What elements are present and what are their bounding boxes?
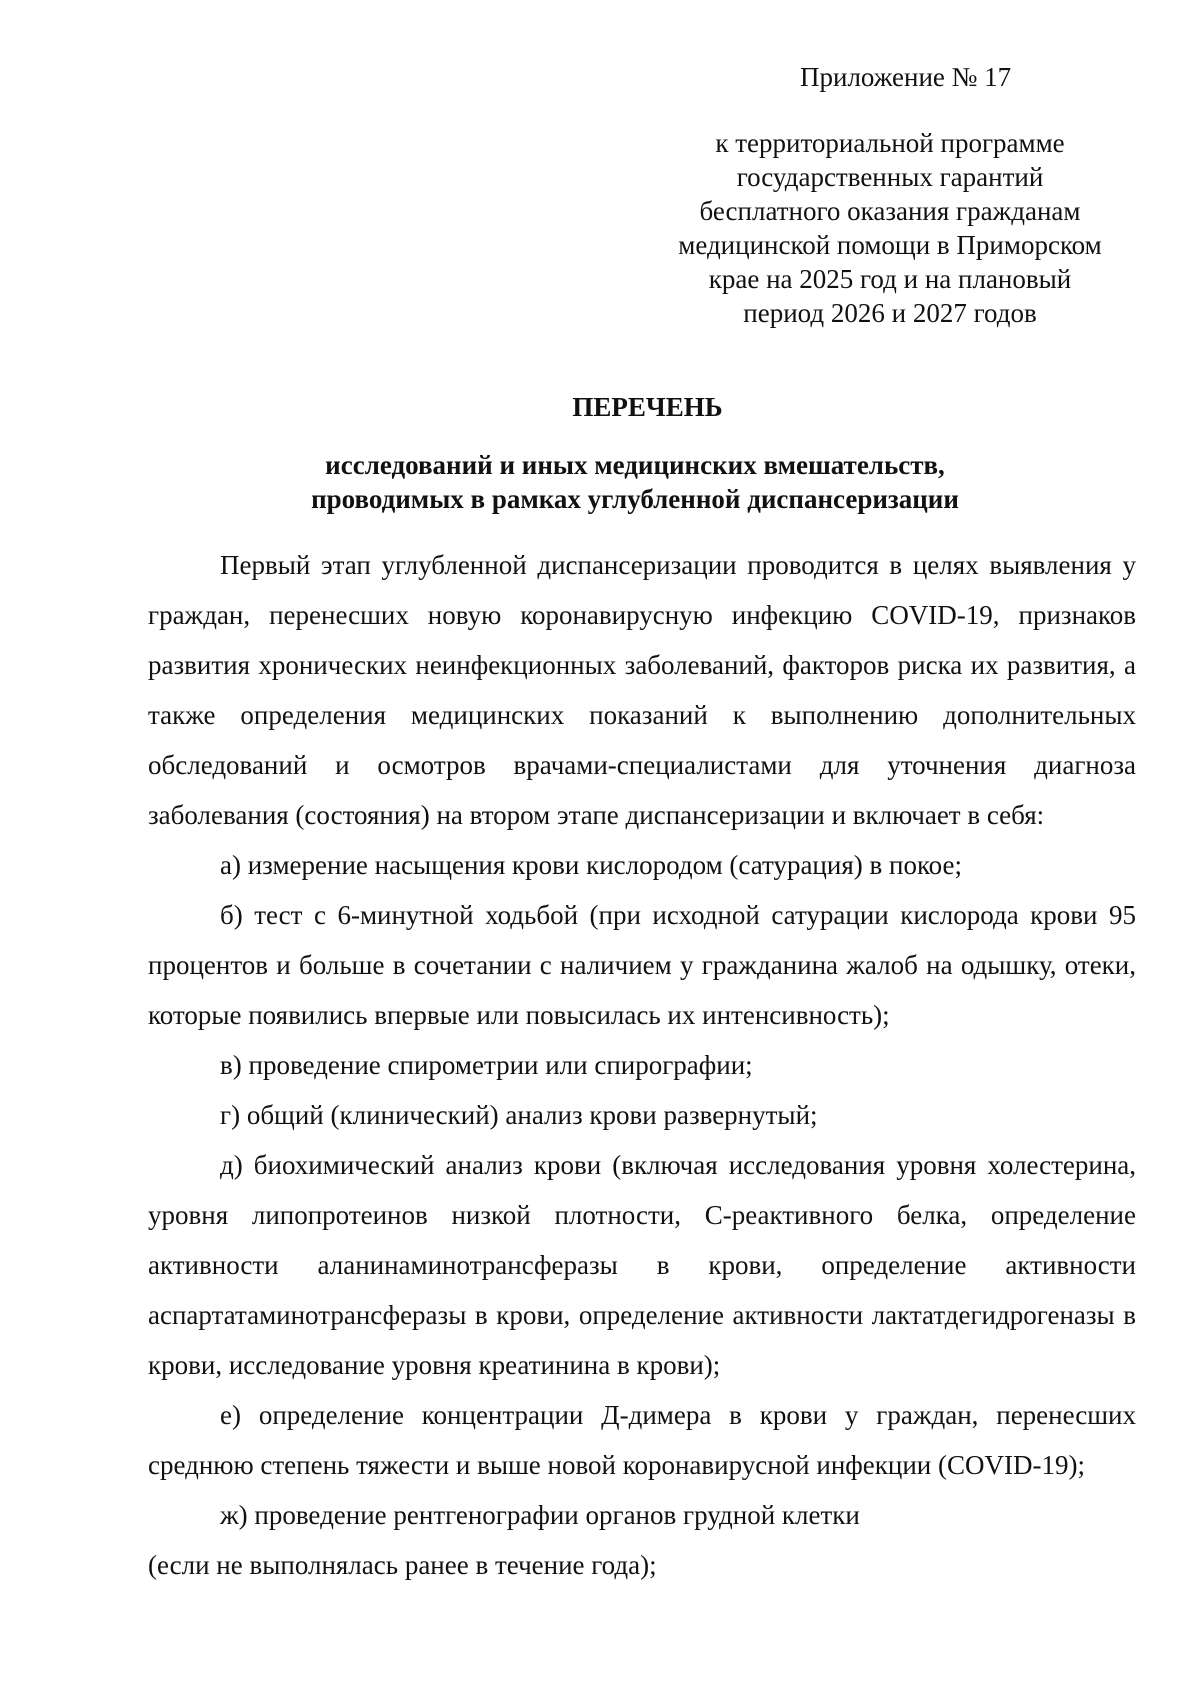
list-item-zh-continuation: (если не выполнялась ранее в течение года);	[148, 1550, 657, 1580]
appendix-reference-line: период 2026 и 2027 годов	[743, 298, 1037, 328]
appendix-reference-line: медицинской помощи в Приморском	[678, 230, 1102, 260]
document-body	[148, 540, 1136, 1590]
appendix-reference-line: государственных гарантий	[736, 162, 1044, 192]
appendix-number: Приложение № 17	[800, 62, 1012, 92]
subtitle-line: исследований и иных медицинских вмешательств,	[325, 450, 945, 480]
subtitle-line: проводимых в рамках углубленной диспансеризации	[311, 484, 959, 514]
intro-paragraph: Первый этап углубленной диспансеризации проводится в целях выявления у граждан, перенесших новую коронавирусную инфекцию COVID-19, признаков развития хронических неинфекционных заболеваний, факторов риска их развития, а также определения медицинских показаний к выполнению дополнительных обследований и осмотров врачами-специалистами для уточнения диагноза заболевания (состояния) на втором этапе диспансеризации и включает в себя:	[148, 550, 1136, 830]
appendix-reference-line: бесплатного оказания гражданам	[699, 196, 1081, 226]
list-item-v: в) проведение спирометрии или спирографии;	[220, 1050, 753, 1080]
list-item-zh: ж) проведение рентгенографии органов грудной клетки	[220, 1500, 860, 1530]
list-item-g: г) общий (клинический) анализ крови развернутый;	[220, 1100, 818, 1130]
list-item-a: а) измерение насыщения крови кислородом (сатурация) в покое;	[220, 850, 962, 880]
document-subtitle	[0, 448, 1200, 516]
list-item-b: б) тест с 6-минутной ходьбой (при исходной сатурации кислорода крови 95 процентов и больше в сочетании с наличием у гражданина жалоб на одышку, отеки, которые появились впервые или повысилась их интенсивность);	[148, 900, 1136, 1030]
list-item-d: д) биохимический анализ крови (включая исследования уровня холестерина, уровня липопротеинов низкой плотности, С-реактивного белка, определение активности аланинаминотрансферазы в крови, определение активности аспартатаминотрансферазы в крови, определение активности лактатдегидрогеназы в крови, исследование уровня креатинина в крови);	[148, 1150, 1136, 1380]
document-title: ПЕРЕЧЕНЬ	[572, 392, 723, 422]
list-item-e: е) определение концентрации Д-димера в крови у граждан, перенесших среднюю степень тяжести и выше новой коронавирусной инфекции (COVID-19);	[148, 1400, 1136, 1480]
appendix-reference	[660, 126, 1120, 330]
appendix-reference-line: к территориальной программе	[715, 128, 1065, 158]
appendix-reference-line: крае на 2025 год и на плановый	[708, 264, 1072, 294]
